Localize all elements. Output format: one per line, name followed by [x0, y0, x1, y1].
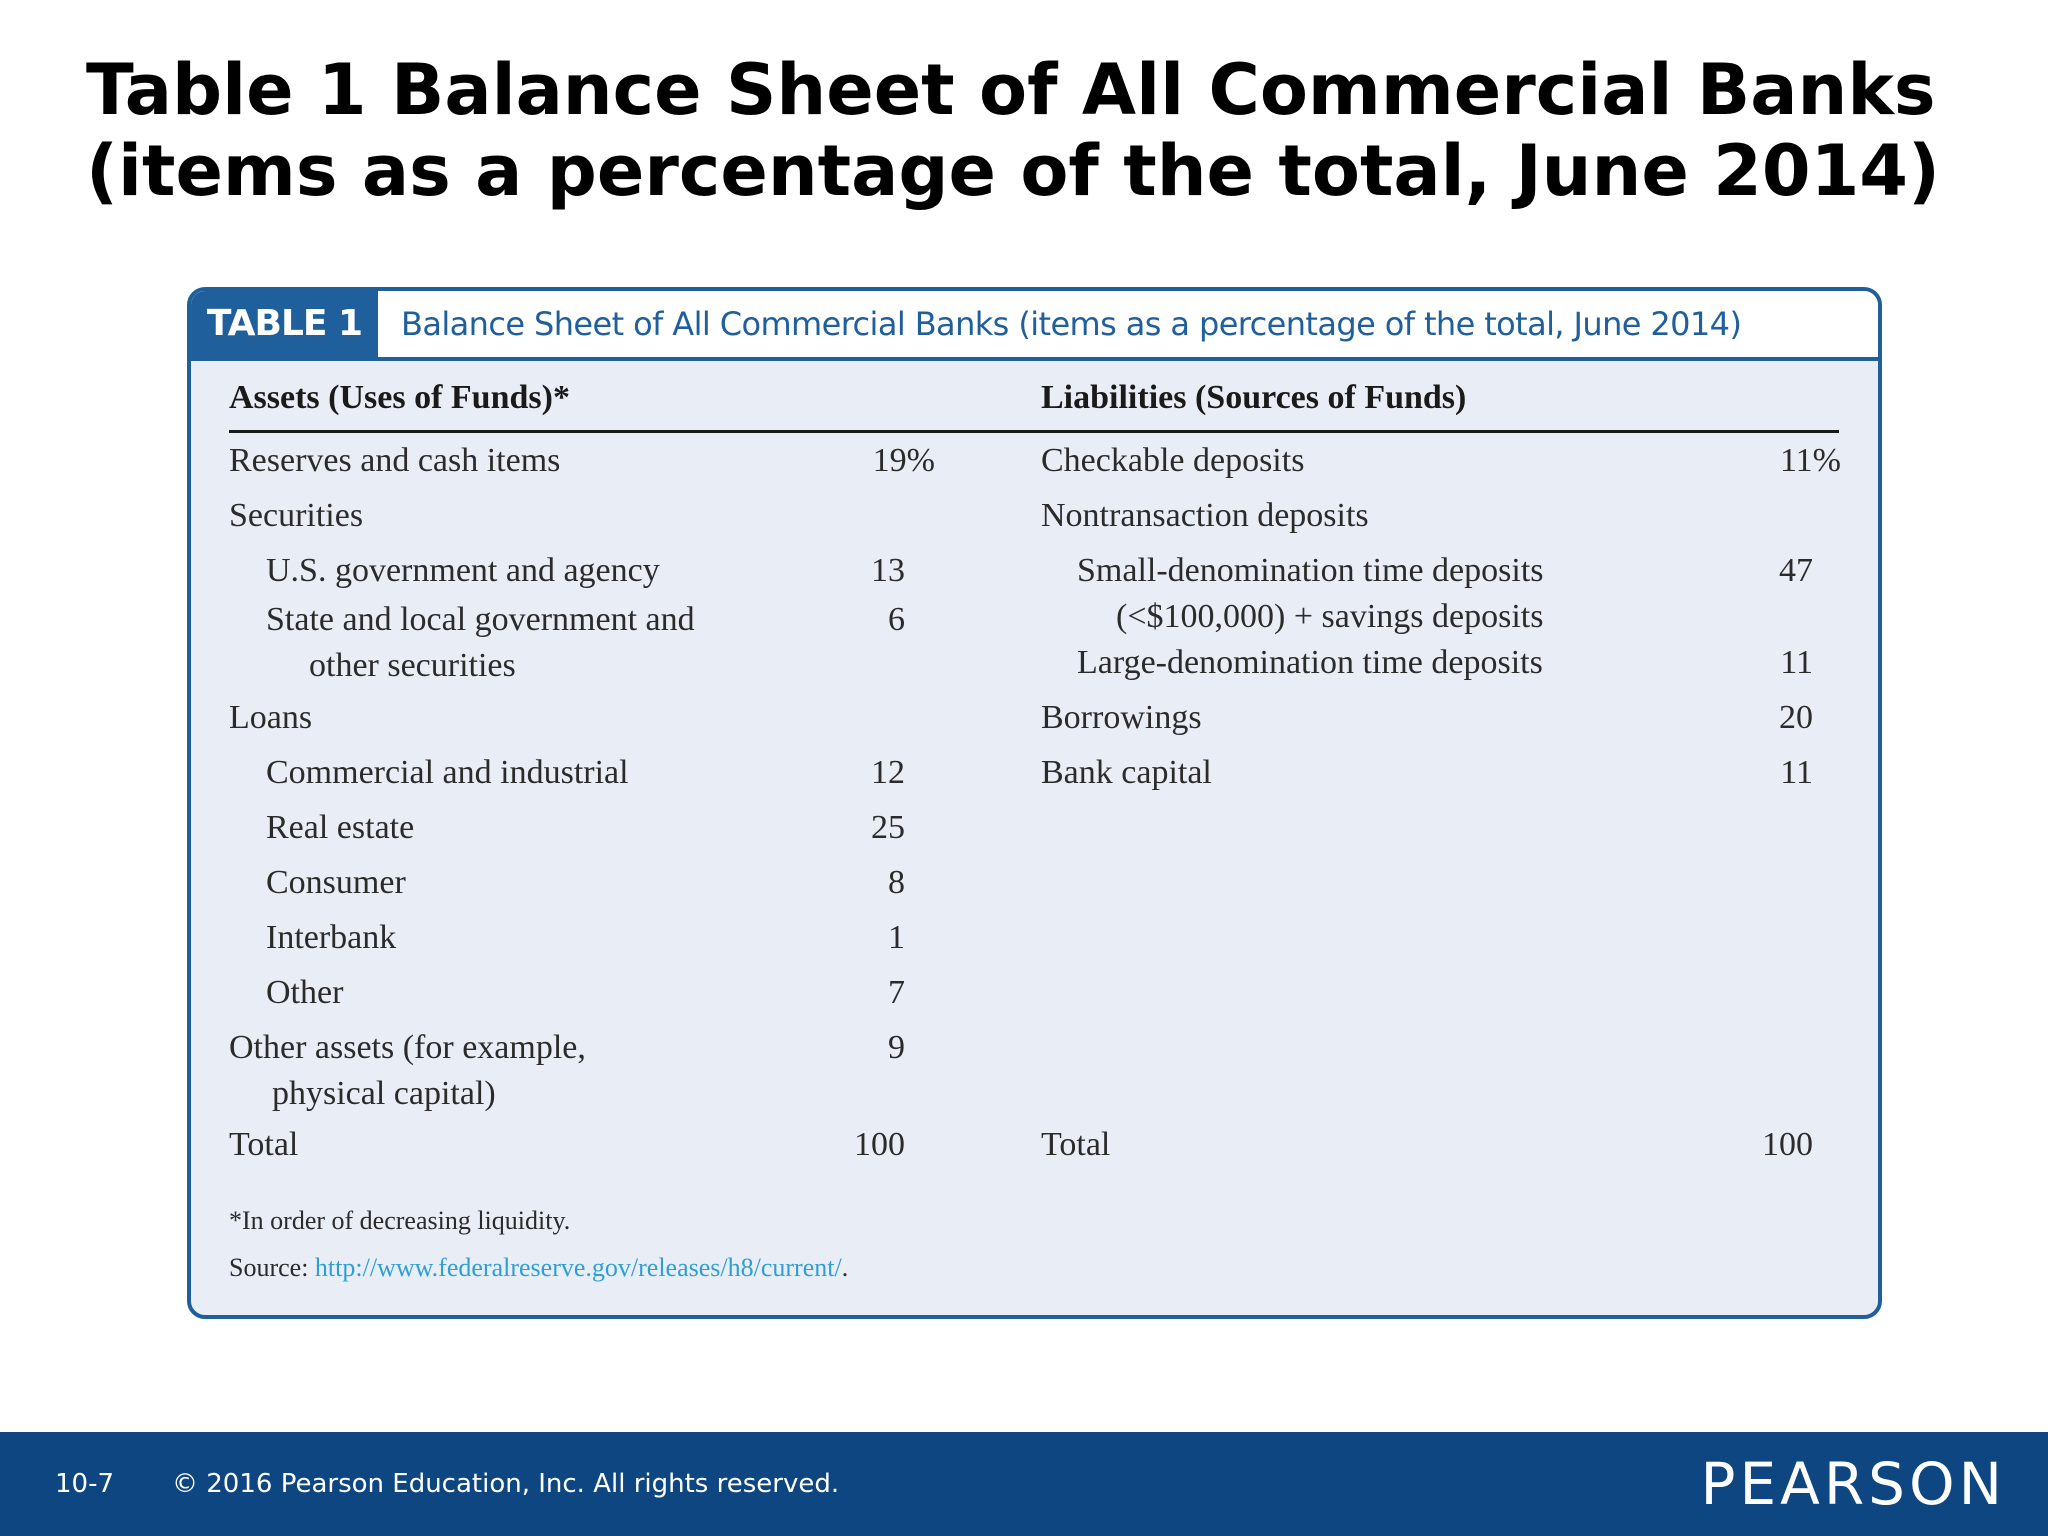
liability-label-nontransaction: Nontransaction deposits — [1041, 497, 1369, 534]
slide-title-line-2: (items as a percentage of the total, June 2014) — [86, 130, 1940, 212]
asset-label-interbank: Interbank — [266, 919, 397, 956]
asset-label-reserves: Reserves and cash items — [229, 442, 561, 479]
page-number: 10-7 — [55, 1469, 115, 1499]
liability-value-small-denomination: 47 — [1779, 552, 1813, 589]
liability-label-small-denomination-cont: (<$100,000) + savings deposits — [1116, 598, 1544, 635]
liability-label-checkable: Checkable deposits — [1041, 442, 1305, 479]
asset-label-other-assets: Other assets (for example, — [229, 1029, 586, 1066]
liability-value-bank-capital: 11 — [1780, 754, 1813, 791]
header-rule — [229, 430, 1839, 433]
source-end: . — [841, 1253, 849, 1282]
source-link[interactable]: http://www.federalreserve.gov/releases/h8/current/ — [314, 1253, 842, 1282]
asset-label-other-loans: Other — [266, 974, 344, 1011]
liability-label-large-denomination: Large-denomination time deposits — [1077, 644, 1543, 681]
asset-label-securities: Securities — [229, 497, 364, 534]
slide-title-line-1: Table 1 Balance Sheet of All Commercial Banks — [86, 49, 1936, 131]
asset-value-interbank: 1 — [888, 919, 905, 956]
asset-value-real-estate: 25 — [871, 809, 905, 846]
source-label: Source: — [229, 1253, 315, 1282]
footer-bar — [0, 1432, 2048, 1536]
asset-value-other-loans: 7 — [888, 974, 905, 1011]
table-header — [191, 291, 1878, 361]
liability-label-small-denomination: Small-denomination time deposits — [1077, 552, 1544, 589]
asset-value-reserves: 19% — [872, 442, 935, 479]
copyright-notice: © 2016 Pearson Education, Inc. All rights reserved. — [172, 1469, 840, 1499]
asset-value-total: 100 — [854, 1126, 905, 1163]
liability-label-bank-capital: Bank capital — [1041, 754, 1212, 791]
asset-label-us-government: U.S. government and agency — [266, 552, 660, 589]
asset-value-commercial-industrial: 12 — [871, 754, 905, 791]
asset-label-state-local-cont: other securities — [309, 647, 516, 684]
asset-label-real-estate: Real estate — [266, 809, 415, 846]
balance-sheet-table — [187, 287, 1882, 1319]
asset-label-loans: Loans — [229, 699, 313, 736]
asset-label-consumer: Consumer — [266, 864, 406, 901]
table-caption: Balance Sheet of All Commercial Banks (items as a percentage of the total, June 2014) — [401, 305, 1742, 343]
asset-label-state-local: State and local government and — [266, 601, 695, 638]
liability-value-large-denomination: 11 — [1780, 644, 1813, 681]
asset-value-us-government: 13 — [871, 552, 905, 589]
footnote: *In order of decreasing liquidity. — [229, 1206, 571, 1235]
table-tag: TABLE 1 — [191, 291, 378, 357]
liability-value-borrowings: 20 — [1779, 699, 1813, 736]
asset-value-state-local: 6 — [888, 601, 905, 638]
asset-label-total: Total — [229, 1126, 299, 1163]
liability-value-total: 100 — [1762, 1126, 1813, 1163]
pearson-logo: PEARSON — [1700, 1450, 2006, 1518]
liability-label-total: Total — [1041, 1126, 1111, 1163]
asset-label-commercial-industrial: Commercial and industrial — [266, 754, 629, 791]
liability-value-checkable: 11% — [1779, 442, 1841, 479]
asset-value-other-assets: 9 — [888, 1029, 905, 1066]
source-line — [229, 1253, 848, 1283]
liability-label-borrowings: Borrowings — [1041, 699, 1202, 736]
assets-header: Assets (Uses of Funds)* — [229, 379, 570, 416]
slide-title — [86, 50, 2006, 212]
asset-value-consumer: 8 — [888, 864, 905, 901]
liabilities-header: Liabilities (Sources of Funds) — [1041, 379, 1467, 416]
asset-label-other-assets-cont: physical capital) — [272, 1075, 496, 1112]
